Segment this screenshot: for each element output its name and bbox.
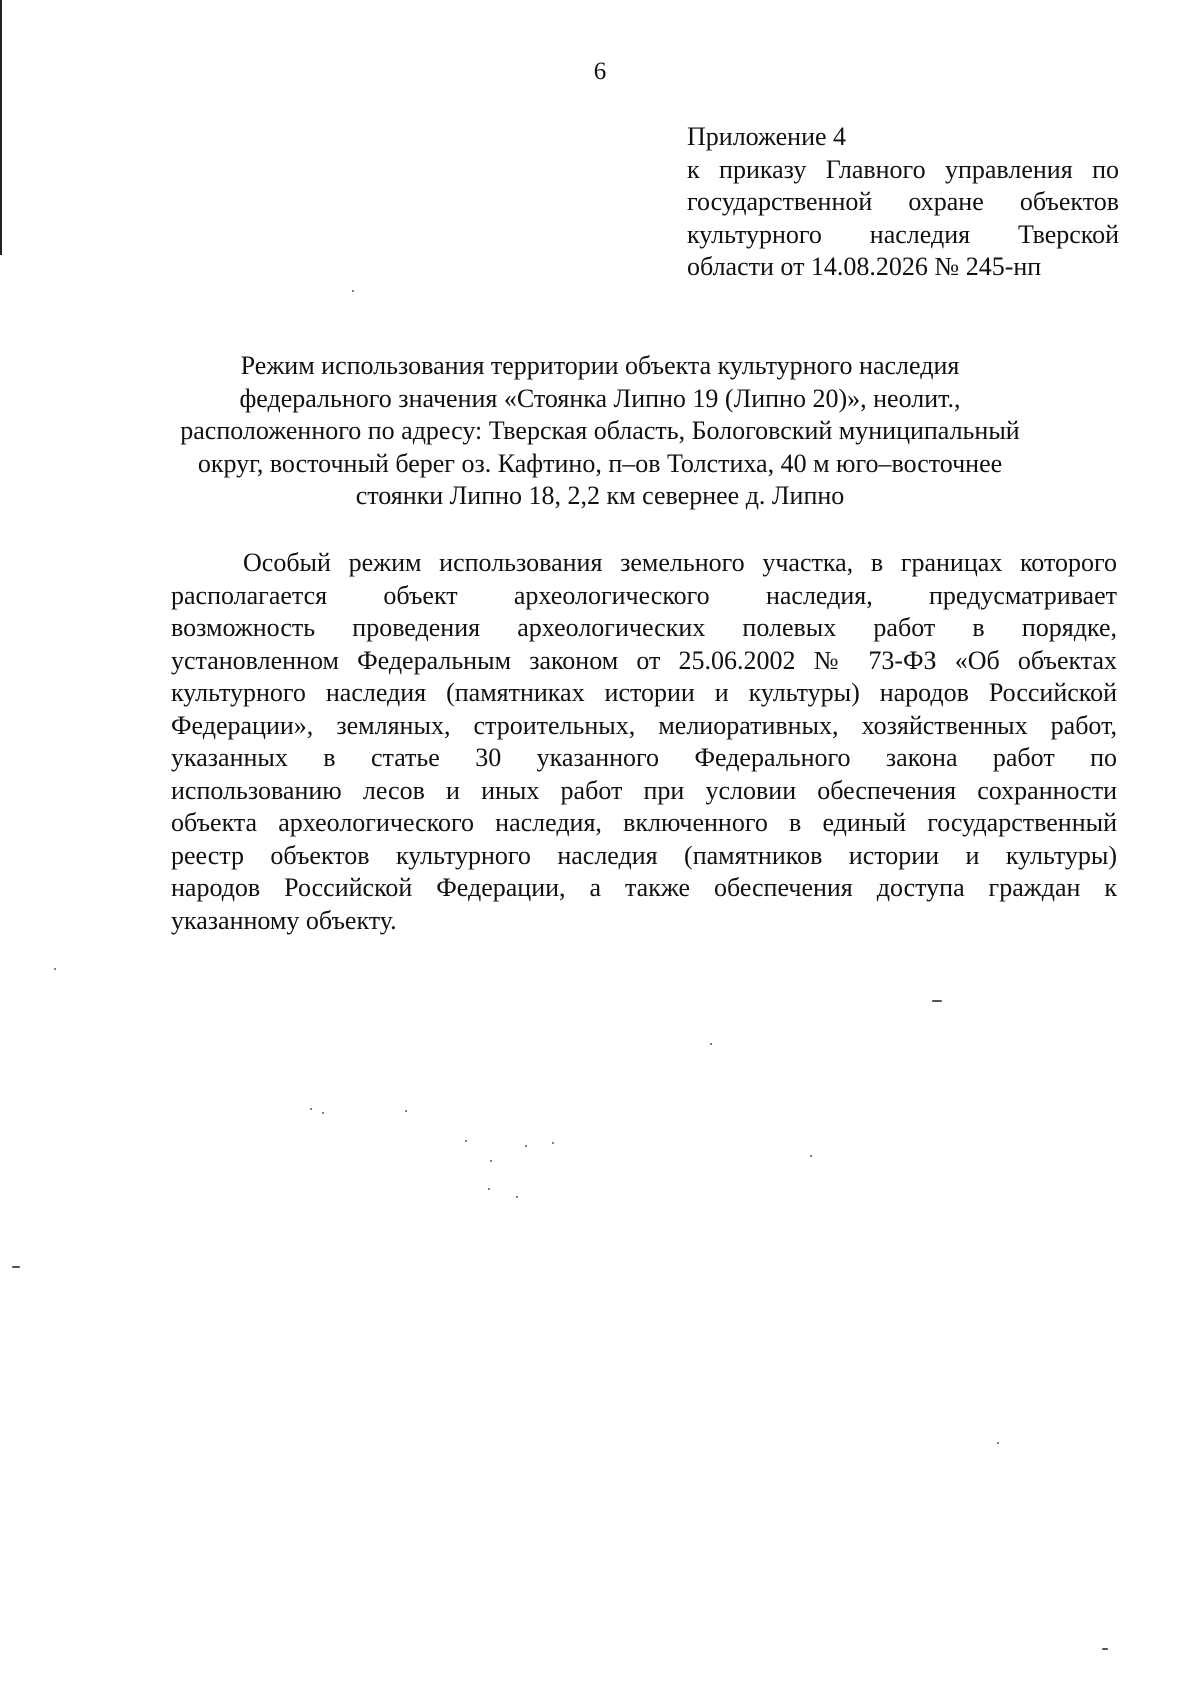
body-line: культурного наследия (памятниках истории и культуры) народов Российской [171,678,1117,707]
body-line: установленном Федеральным законом от 25.06.2002 № 73-ФЗ «Об объектах [171,645,1117,675]
scan-speck [488,1188,490,1190]
scan-edge-line [0,0,2,255]
scan-speck [932,1000,942,1002]
title-line: округ, восточный берег оз. Кафтино, п–ов Толстиха, 40 м юго–восточнее [197,448,1003,478]
appendix-block [687,121,1119,284]
scan-speck [552,1142,554,1144]
page-number: 6 [593,58,607,85]
appendix-line: к приказу Главного управления по [687,154,1119,184]
scan-speck [322,1112,324,1114]
body-line: указанному объекту. [171,905,397,935]
appendix-line: государственной охране объектов [687,187,1119,216]
appendix-line: области от 14.08.2026 № 245-нп [687,252,1042,281]
title-line: Режим использования территории объекта культурного наследия [240,351,960,380]
document-title [150,350,1050,513]
scan-speck [997,1442,999,1444]
scan-speck [54,968,56,970]
scan-speck [310,1108,312,1110]
scan-speck [810,1155,812,1157]
scan-speck [12,1266,20,1268]
scan-speck [710,1043,712,1045]
scan-speck [525,1145,527,1147]
appendix-heading: Приложение 4 [687,122,847,151]
body-line: Федерации», земляных, строительных, мелиоративных, хозяйственных работ, [171,710,1117,740]
title-line: расположенного по адресу: Тверская область, Бологовский муниципальный [180,416,1020,445]
scan-speck [516,1196,518,1198]
scan-speck [490,1160,492,1162]
title-line: федерального значения «Стоянка Липно 19 (Липно 20)», неолит., [239,383,961,413]
body-line: указанных в статье 30 указанного Федерального закона работ по [171,743,1117,772]
body-line: Особый режим использования земельного участка, в границах которого [243,548,1117,577]
body-line: объекта археологического наследия, включенного в единый государственный [171,808,1117,837]
body-line: народов Российской Федерации, а также обеспечения доступа граждан к [171,873,1117,902]
body-line: реестр объектов культурного наследия (памятников истории и культуры) [171,840,1117,870]
title-line: стоянки Липно 18, 2,2 км севернее д. Липно [355,481,845,510]
scan-speck [405,1110,407,1112]
scan-speck [352,290,354,292]
body-line: использованию лесов и иных работ при условии обеспечения сохранности [171,775,1117,805]
scan-speck [465,1140,467,1142]
body-paragraph [171,547,1117,937]
body-line: возможность проведения археологических полевых работ в порядке, [171,613,1117,642]
appendix-line: культурного наследия Тверской [687,219,1119,249]
body-line: располагается объект археологического наследия, предусматривает [171,580,1117,610]
scan-speck [1102,1648,1108,1650]
